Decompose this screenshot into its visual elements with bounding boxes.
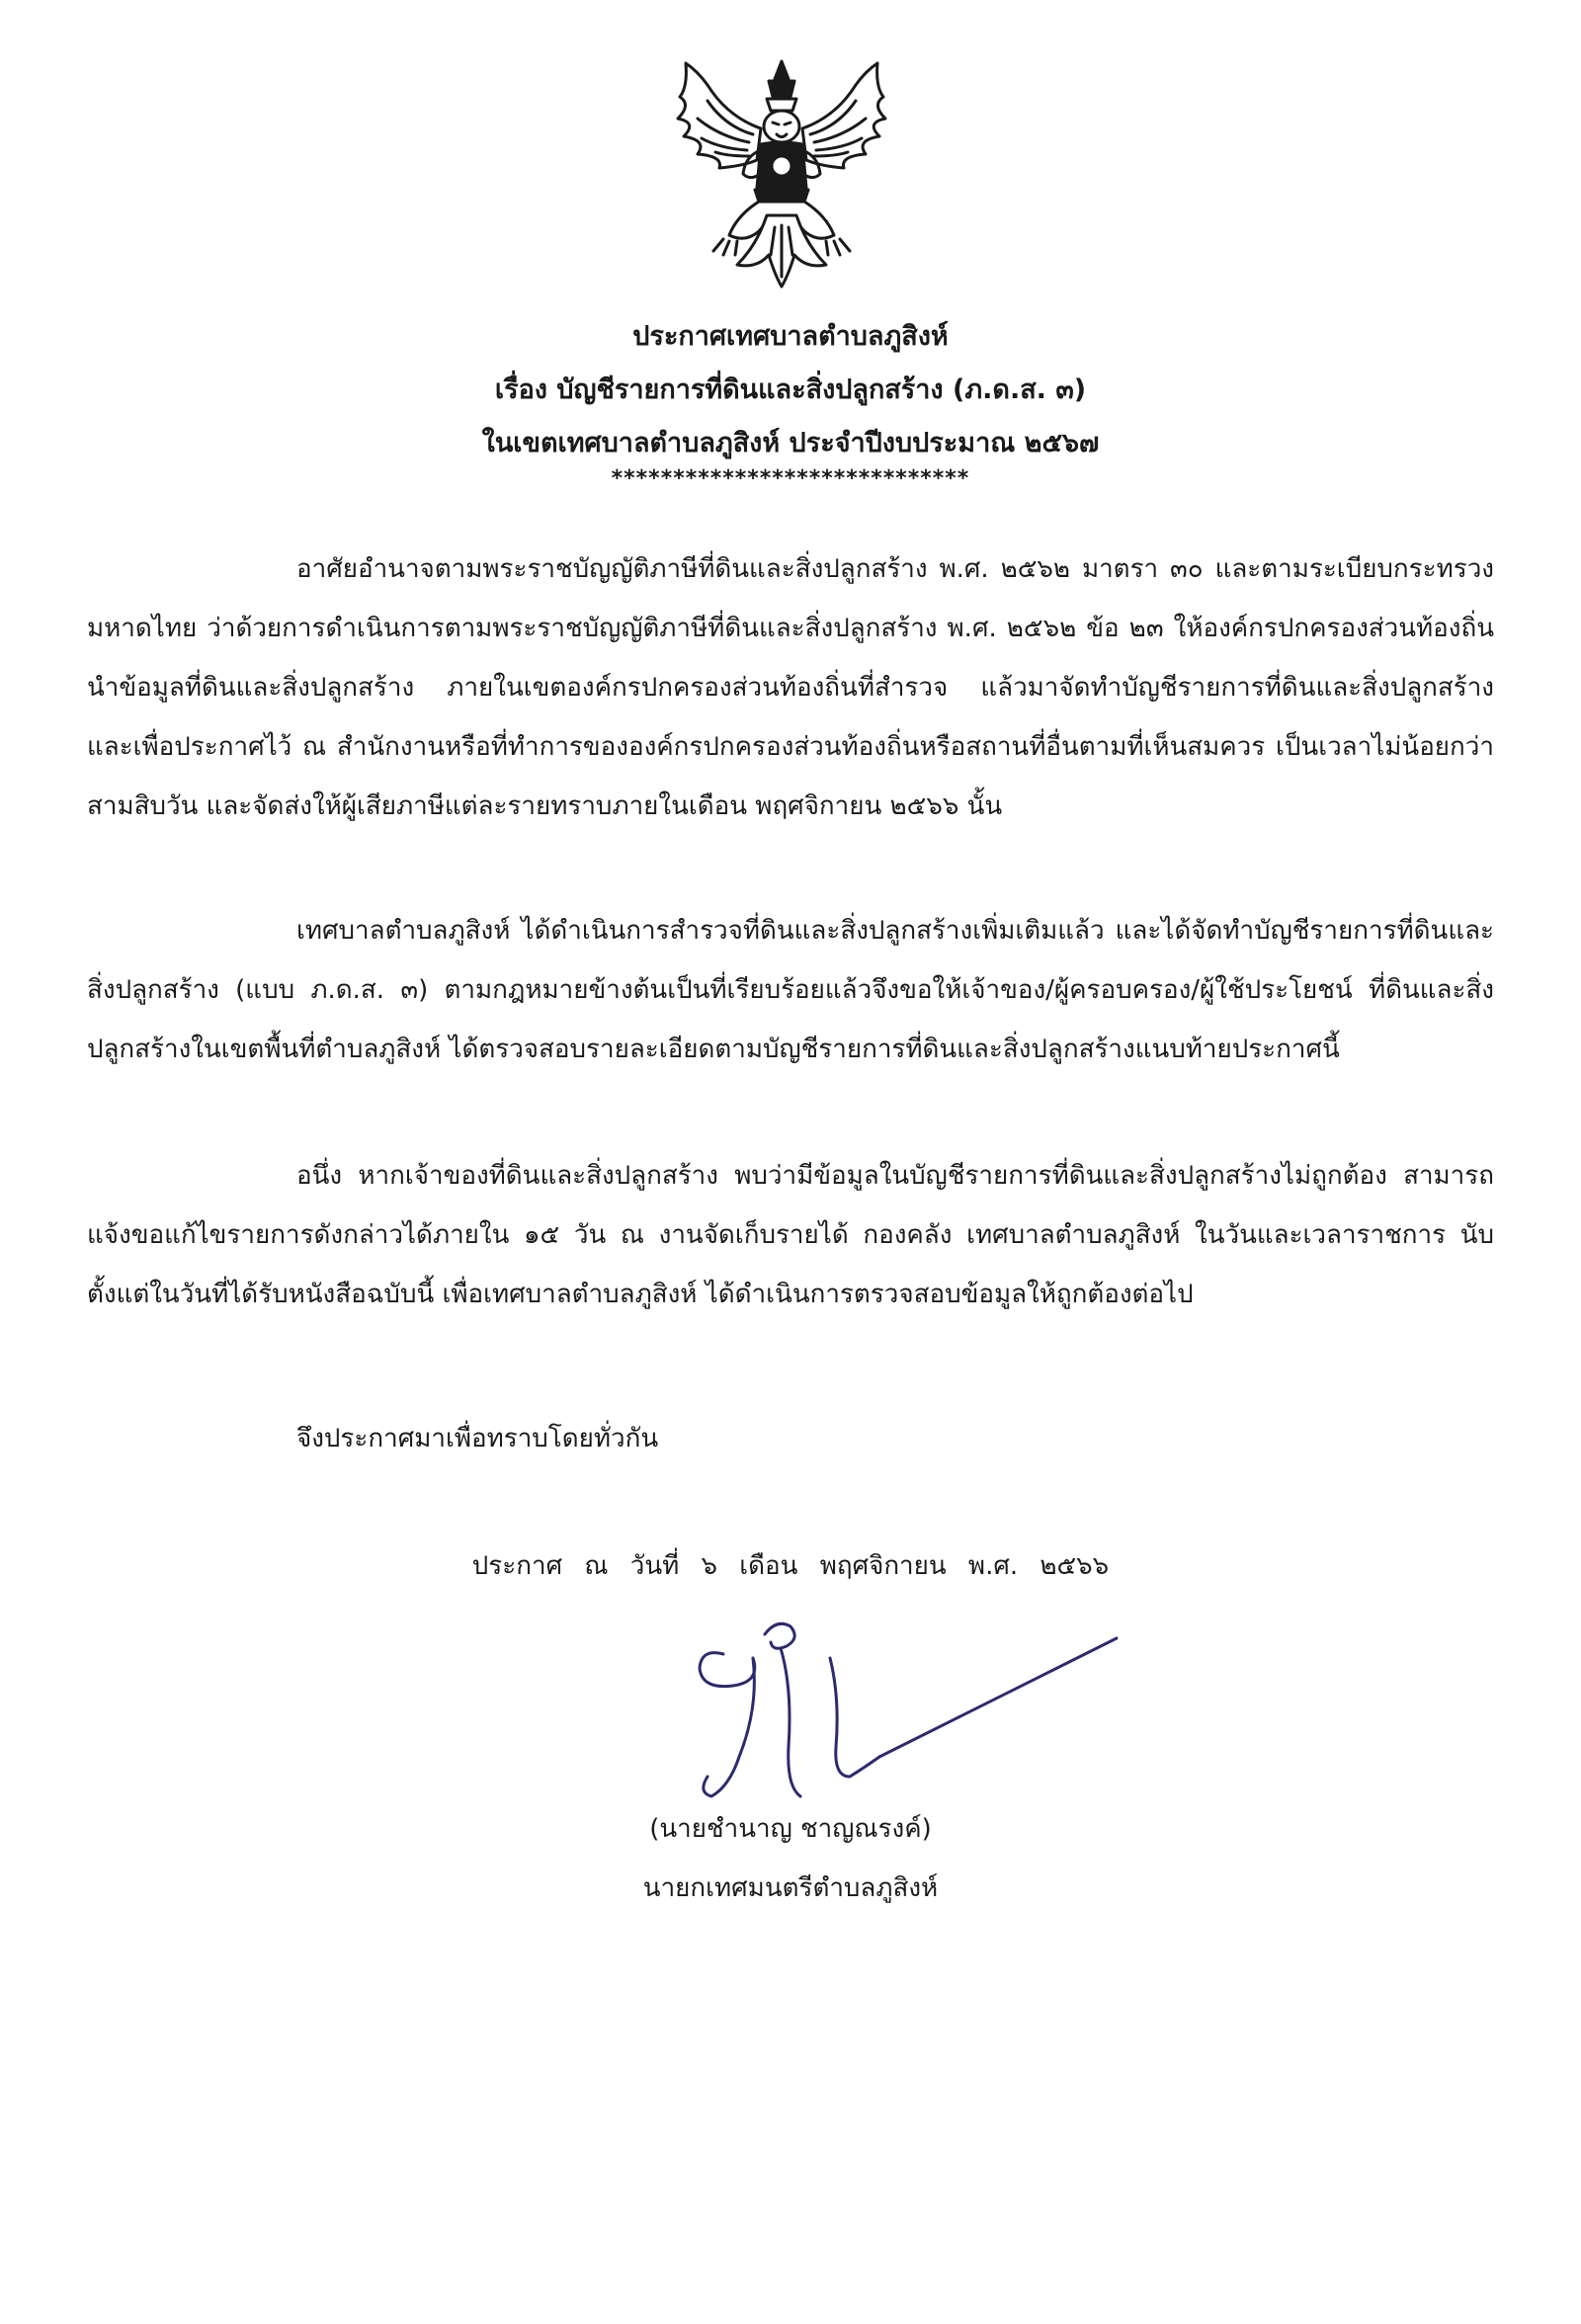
signer-name: (นายชำนาญ ชาญณรงค์) xyxy=(649,1814,932,1844)
body-paragraph-1: อาศัยอำนาจตามพระราชบัญญัติภาษีที่ดินและสิ่งปลูกสร้าง พ.ศ. ๒๕๖๒ มาตรา ๓๐ และตามระเบียบกระทรวงมหาดไทย ว่าด้วยการดำเนินการตามพระราชบัญญัติภาษีที่ดินและสิ่งปลูกสร้าง พ.ศ. ๒๕๖๒ ข้อ ๒๓ ให้องค์กรปกครองส่วนท้องถิ่นนำข้อมูลที่ดินและสิ่งปลูกสร้าง ภายในเขตองค์กรปกครองส่วนท้องถิ่นที่สำรวจ แล้วมาจัดทำบัญชีรายการที่ดินและสิ่งปลูกสร้าง และเพื่อประกาศไว้ ณ สำนักงานหรือที่ทำการขององค์กรปกครองส่วนท้องถิ่นหรือสถานที่อื่นตามที่เห็นสมควร เป็นเวลาไม่น้อยกว่าสามสิบวัน และจัดส่งให้ผู้เสียภาษีแต่ละรายทราบภายในเดือน พฤศจิกายน ๒๕๖๖ นั้น xyxy=(87,554,1494,821)
header-separator: ***************************** xyxy=(611,466,970,491)
body-paragraph-2: เทศบาลตำบลภูสิงห์ ได้ดำเนินการสำรวจที่ดินและสิ่งปลูกสร้างเพิ่มเติมแล้ว และได้จัดทำบัญชีรายการที่ดินและสิ่งปลูกสร้าง (แบบ ภ.ด.ส. ๓) ตามกฎหมายข้างต้นเป็นที่เรียบร้อยแล้วจึงขอให้เจ้าของ/ผู้ครอบครอง/ผู้ใช้ประโยชน์ ที่ดินและสิ่งปลูกสร้างในเขตพื้นที่ตำบลภูสิงห์ ได้ตรวจสอบรายละเอียดตามบัญชีรายการที่ดินและสิ่งปลูกสร้างแนบท้ายประกาศนี้ xyxy=(87,916,1494,1064)
announcement-title: ประกาศเทศบาลตำบลภูสิงห์ xyxy=(632,321,949,352)
body-paragraph-4: จึงประกาศมาเพื่อทราบโดยทั่วกัน xyxy=(296,1424,659,1453)
handwritten-signature xyxy=(682,1599,1136,1826)
announcement-subject: เรื่อง บัญชีรายการที่ดินและสิ่งปลูกสร้าง (ภ.ด.ส. ๓) xyxy=(494,374,1087,405)
garuda-emblem-icon xyxy=(658,57,905,294)
body-paragraph-3: อนึ่ง หากเจ้าของที่ดินและสิ่งปลูกสร้าง พบว่ามีข้อมูลในบัญชีรายการที่ดินและสิ่งปลูกสร้างไม่ถูกต้อง สามารถแจ้งขอแก้ไขรายการดังกล่าวได้ภายใน ๑๕ วัน ณ งานจัดเก็บรายได้ กองคลัง เทศบาลตำบลภูสิงห์ ในวันและเวลาราชการ นับตั้งแต่ในวันที่ได้รับหนังสือฉบับนี้ เพื่อเทศบาลตำบลภูสิงห์ ได้ดำเนินการตรวจสอบข้อมูลให้ถูกต้องต่อไป xyxy=(87,1161,1494,1309)
signer-position: นายกเทศมนตรีตำบลภูสิงห์ xyxy=(642,1873,939,1903)
promulgation-date: ประกาศ ณ วันที่ ๖ เดือน พฤศจิกายน พ.ศ. ๒๕๖๖ xyxy=(471,1551,1110,1581)
announcement-scope: ในเขตเทศบาลตำบลภูสิงห์ ประจำปีงบประมาณ ๒๕๖๗ xyxy=(481,428,1100,458)
